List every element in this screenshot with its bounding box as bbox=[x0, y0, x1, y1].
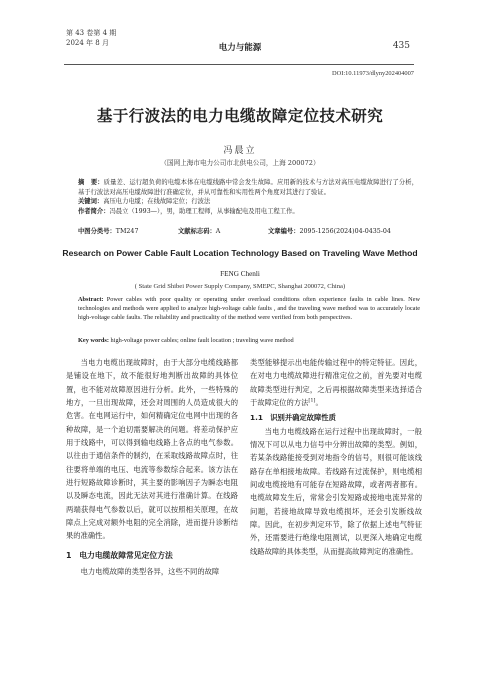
body-column-left bbox=[66, 356, 238, 578]
paper-title-cn: 基于行波法的电力电缆故障定位技术研究 bbox=[96, 106, 384, 125]
article-number bbox=[268, 226, 391, 235]
paragraph-end: 。 bbox=[315, 398, 323, 408]
keywords-en-text: high-voltage power cables; online fault location ; traveling wave method bbox=[108, 337, 294, 344]
abstract-cn-body bbox=[78, 178, 418, 197]
body-paragraph: 当电力电缆线路在运行过程中出现故障时，一般情况下可以从电力信号中分辨出故障的类型。例如，若某条线路能接受到对地指令的信号，则很可能该线路存在单相接地故障。若线路有过流保护，则电缆相间或电缆接地有可能存在短路故障，或者两者都有。电缆故障发生后，常常会引发短路或接地电流异常的问题，若接地故障导致电缆损坏，还会引发断线故障。因此，在初步判定环节，除了依据上述电气特征外，还需要进行绝缘电阻测试，以更深入地确定电缆线路故障的具体类型，从而提高故障判定的准确性。 bbox=[250, 426, 422, 556]
publication-date: 2024 年 8 月 bbox=[66, 39, 109, 47]
affiliation-en: ( State Grid Shibei Power Supply Company, SMEPC, Shanghai 200072, China) bbox=[134, 283, 346, 290]
abstract-en-text: Power cables with poor quality or operating under overload conditions often experience faults in cable lines. New technologies and methods were applied to analyze high-voltage cable faults , and the traveling wave method was to accurately locate high-voltage cable faults. The reliability and practicality of the method were verified from both perspectives. bbox=[78, 296, 420, 321]
keywords-en-label: Key words: bbox=[78, 337, 109, 344]
document-code bbox=[178, 226, 220, 235]
author-bio-text: 冯晨立（1993—），男，助理工程师，从事输配电及用电工程工作。 bbox=[109, 207, 299, 215]
clc-value: TM247 bbox=[115, 228, 139, 235]
section-heading-1-1: 1.1 识别并确定故障性质 bbox=[250, 413, 336, 423]
article-no-label: 文章编号： bbox=[268, 228, 300, 235]
volume-issue: 第 43 卷第 4 期 bbox=[66, 29, 117, 37]
abstract-cn-text: 质量差、运行超负荷的电缆本体在电缆线路中常会发生故障。应用新的技术与方法对高压电缆故障进行了分析，基于行波法对高压电缆故障进行准确定位，并从可靠性和实用性两个角度对其进行了验证。 bbox=[78, 179, 419, 196]
body-column-right bbox=[250, 356, 422, 558]
doc-code-value: A bbox=[215, 228, 221, 235]
author-en: FENG Chenli bbox=[220, 270, 260, 278]
abstract-en-label: Abstract: bbox=[78, 296, 104, 303]
journal-name: 电力与能源 bbox=[218, 43, 262, 53]
keywords-cn bbox=[78, 197, 418, 207]
keywords-en bbox=[78, 337, 420, 344]
body-paragraph bbox=[250, 356, 422, 409]
abstract-en bbox=[78, 296, 420, 323]
affiliation-cn: （国网上海市电力公司市北供电公司，上海 200072） bbox=[160, 159, 320, 167]
author-bio bbox=[78, 207, 418, 217]
doi: DOI:10.11973/dlyny202404007 bbox=[332, 70, 414, 77]
paper-title-en: Research on Power Cable Fault Location Technology Based on Traveling Wave Method bbox=[62, 248, 418, 258]
page-number: 435 bbox=[392, 41, 410, 51]
citation-marker: [1] bbox=[308, 397, 316, 404]
clc-number bbox=[78, 226, 138, 235]
abstract-cn-label: 摘 要： bbox=[78, 179, 104, 186]
body-paragraph: 电力电缆故障的类型各异，这些不同的故障 bbox=[80, 566, 220, 576]
author-cn: 冯晨立 bbox=[223, 146, 257, 156]
section-heading-1: 1 电力电缆故障常见定位方法 bbox=[66, 550, 173, 560]
clc-label: 中图分类号： bbox=[78, 228, 116, 235]
body-paragraph: 当电力电缆出现故障时，由于大部分电缆线路都是铺设在地下，故不能很好地判断出故障的具体位置，也不能对故障原因进行分析。此外，一些特殊的地方，一旦出现故障，还会对周围的人员造成很大的危害。在电网运行中，如何精确定位电网中出现的各种故障，是一个迫切需要解决的问题。将差动保护应用于线路中，可以得到输电线路上各点的电气参数。以往由于通信条件的制约，在采取线路故障点时，往往要将单端的电压、电流等参数综合起来。该方法在进行短路故障诊断时，其主要的影响因子为瞬态电阻以及瞬态电流，因此无法对其进行准确计算。在线路两端获得电气参数以后，就可以按照相关原理，在故障点上完成对额外电阻的完全消除，进而提升诊断结果的准确性。 bbox=[66, 358, 238, 541]
doc-code-label: 文献标志码： bbox=[178, 228, 216, 235]
keywords-cn-label: 关键词： bbox=[78, 198, 104, 206]
article-no-value: 2095-1256(2024)04-0435-04 bbox=[299, 228, 391, 235]
header-rule bbox=[64, 64, 414, 65]
author-bio-label: 作者简介： bbox=[78, 207, 110, 215]
paragraph-text: 类型能够提示出电能传输过程中的特定特征。因此，在对电力电缆故障进行精准定位之前，首先要对电缆故障类型进行判定，之后再根据故障类型来选择适合于故障定位的方法 bbox=[250, 358, 422, 408]
abstract-cn bbox=[78, 178, 418, 216]
keywords-cn-text: 高压电力电缆；在线故障定位；行波法 bbox=[103, 198, 211, 206]
